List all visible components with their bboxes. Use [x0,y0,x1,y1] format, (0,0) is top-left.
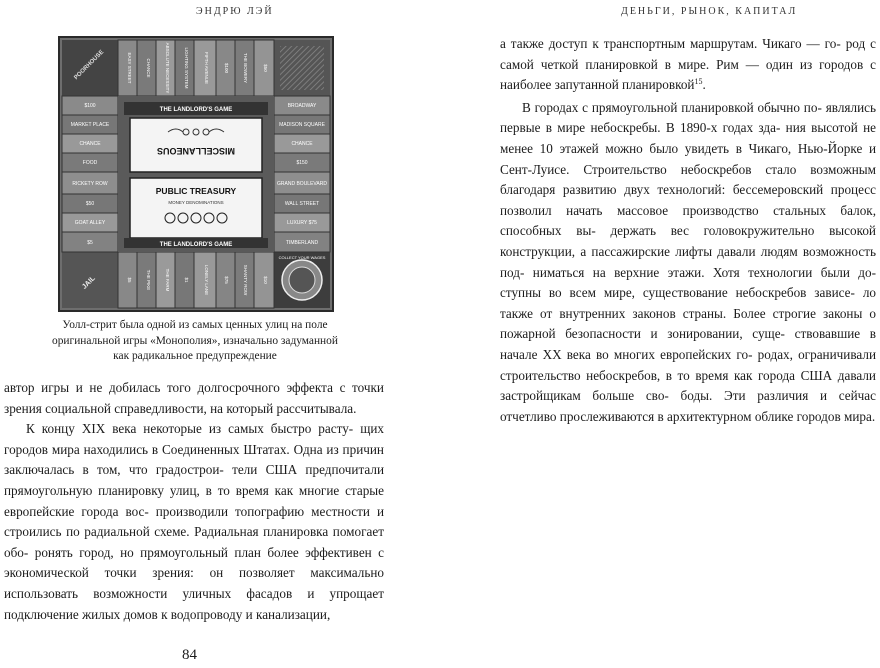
right-page-text [500,34,876,427]
text-line: ния высотой не менее 10 этажей можно было увидеть [500,120,876,156]
text-line: городов с наиболее запутанной планировкой [500,56,876,93]
text-line: боды. Эти различия и сейчас отчетливо прослеживаются [500,388,876,424]
price-50-left-label: $50 [85,201,95,207]
board-center [118,96,274,252]
text-line: в архитектурном облике городов мира. [657,408,876,424]
corner-bottom-left [62,252,118,308]
landlords-game-top-label: THE LANDLORD'S GAME [159,107,233,113]
board-bottom-row [118,252,274,308]
text-line: тели США предпочитали прямоугольную планировку улиц, [4,462,385,498]
price-100-left-label: $100 [84,103,96,109]
chance-top-label: CHANCE [146,58,151,78]
board-right-column [274,96,330,252]
shanty-row-label: SHANTY ROW [243,264,248,296]
corner-bottom-right [274,252,330,308]
text-line: Одна из причин заключалась в том, что градострои- [4,441,384,478]
jail-label: JAIL [81,275,97,291]
miscellaneous-label: MISCELLANEOUS [156,146,236,156]
text-line: а пассажирские лифты давали людям возможность под- [500,243,877,280]
text-line: в Чикаго, Нью-Йорке и Сент-Луисе. Строительство [500,140,877,177]
text-line: подключение жилых домов к водопроводу и канализации, [4,606,331,622]
text-line: В городах с прямоугольной планировкой обычно по- [522,99,822,115]
poorhouse-label: POORHOUSE [73,49,106,82]
broadway-label: BROADWAY [287,103,317,109]
price-150-right-label: $150 [296,160,308,166]
text-line: законы о пожарной безопасности и зонировании, суще- [500,305,877,342]
board-top-row [118,40,274,96]
the-farm-label: THE FARM [165,268,170,292]
chance-right-label: CHANCE [291,141,313,147]
lighting-system-label: LIGHTING SYSTEM [184,47,189,89]
paragraph [4,378,384,419]
caption-line: как радикальное предупреждение [113,350,277,363]
text-punctuation: . [702,77,706,93]
text-line: радиальной схеме. Радиальная планировка помогает обо- [4,524,384,560]
board-left-column [62,96,118,252]
grand-boulevard-label: GRAND BOULEVARD [277,181,327,187]
easy-street-label: EASY STREET [127,52,132,84]
paragraph [4,419,384,625]
price-1-bottom-label: $1 [184,277,189,283]
text-line: рассчитывала. [276,400,357,416]
price-5-bottom-label: $5 [127,277,132,283]
text-line: ло также от внутренних законов страны. Более строгие [500,285,876,321]
price-5-left-label: $5 [87,240,93,246]
price-50-top-label: $50 [263,64,268,72]
money-denominations-label: MONEY DENOMINATIONS [168,200,224,205]
page-number: 84 [182,647,197,663]
madison-square-label: MADISON SQUARE [279,122,325,128]
price-10-bottom-label: $10 [263,276,268,284]
fifth-avenue-label: FIFTH AVENUE [204,52,209,84]
text-line: производили топографию местности и строились по [4,503,384,540]
corner-top-right [274,40,330,96]
the-bowery-label: THE BOWERY [243,52,248,84]
collect-wages-label: COLLECT YOUR WAGES [278,255,326,260]
text-line: время как города США давали застройщикам больше сво- [500,367,876,404]
public-treasury-label: PUBLIC TREASURY [155,186,237,196]
wall-street-label: WALL STREET [284,201,320,207]
landlords-game-board-image [58,36,334,312]
text-line: автор игры и не добилась того долгосрочного эффекта [4,380,333,395]
text-line: использовать возможности уличных фасадов и упрощает [4,585,384,601]
text-line: щих городов мира находились в Соединенных Штатах. [4,421,384,457]
text-line: К концу XIX века некоторые из самых быстро расту- [26,421,354,437]
text-line: род с самой четкой планировкой в мире. Рим — один из [500,36,876,72]
food-label: FOOD [82,160,98,166]
corner-top-left [62,40,118,96]
text-line: технологий: бессемеровский процесс позволил начать [500,182,877,218]
running-head-title: ДЕНЬГИ, РЫНОК, КАПИТАЛ [621,6,798,17]
the-pike-label: THE PIKE [146,269,151,291]
figure-caption [28,318,362,365]
lonely-lane-label: LONELY LANE [204,264,209,296]
text-line: в то время как многие старые европейские города вос- [4,482,385,519]
text-line: держать вес головокружительно высокой конструкции, [500,223,876,259]
goat-alley-label: GOAT ALLEY [74,220,106,226]
text-line: массовое производство стальных балок, способных вы- [500,202,876,239]
rickety-row-label: RICKETY ROW [72,181,108,187]
text-line: а также доступ к транспортным маршрутам. Чикаго — го- [500,36,841,51]
text-line: с точки зрения социальной справедливости, на который [4,380,384,416]
timberland-label: TIMBERLAND [285,240,319,246]
luxury-label: LUXURY $75 [287,220,317,226]
running-head-author: ЭНДРЮ ЛЭЙ [196,6,274,17]
absolute-necessity-label: ABSOLUTE NECESSITY [165,42,170,94]
text-line: являлись первые в мире небоскребы. В 1890-х годах зда- [500,99,876,136]
paragraph [500,98,876,428]
left-page-text [4,378,384,625]
text-line: ниматься на верхние этажи. Хотя технологии были до- [532,264,877,280]
paragraph [500,34,876,98]
landlords-game-bottom-label: THE LANDLORD'S GAME [159,242,233,248]
text-line: родах, ограничивали строительство небоскребов, в то [500,346,877,383]
market-place-label: MARKET PLACE [70,122,110,128]
text-line: с экономической точки зрения: он позволяет максимально [4,544,385,581]
price-75-bottom-label: $75 [224,276,229,284]
caption-line: Уолл-стрит была одной из самых ценных улиц на поле [62,319,328,331]
footnote-reference[interactable]: 15 [694,77,703,87]
price-100-top-label: $100 [224,62,229,74]
text-line: ступны во всем мире, существование небоскребов зависе- [500,285,855,301]
text-line: небоскребов стало возможным благодаря развитию двух [500,161,876,198]
text-line: ронять город, но прямоугольный план более эффективен [34,544,372,560]
chance-left-label: CHANCE [79,141,101,147]
text-line: ствовавшие в начале XX века во многих европейских го- [500,326,876,362]
caption-line: оригинальной игры «Монополия», изначально задуманной [52,334,338,347]
